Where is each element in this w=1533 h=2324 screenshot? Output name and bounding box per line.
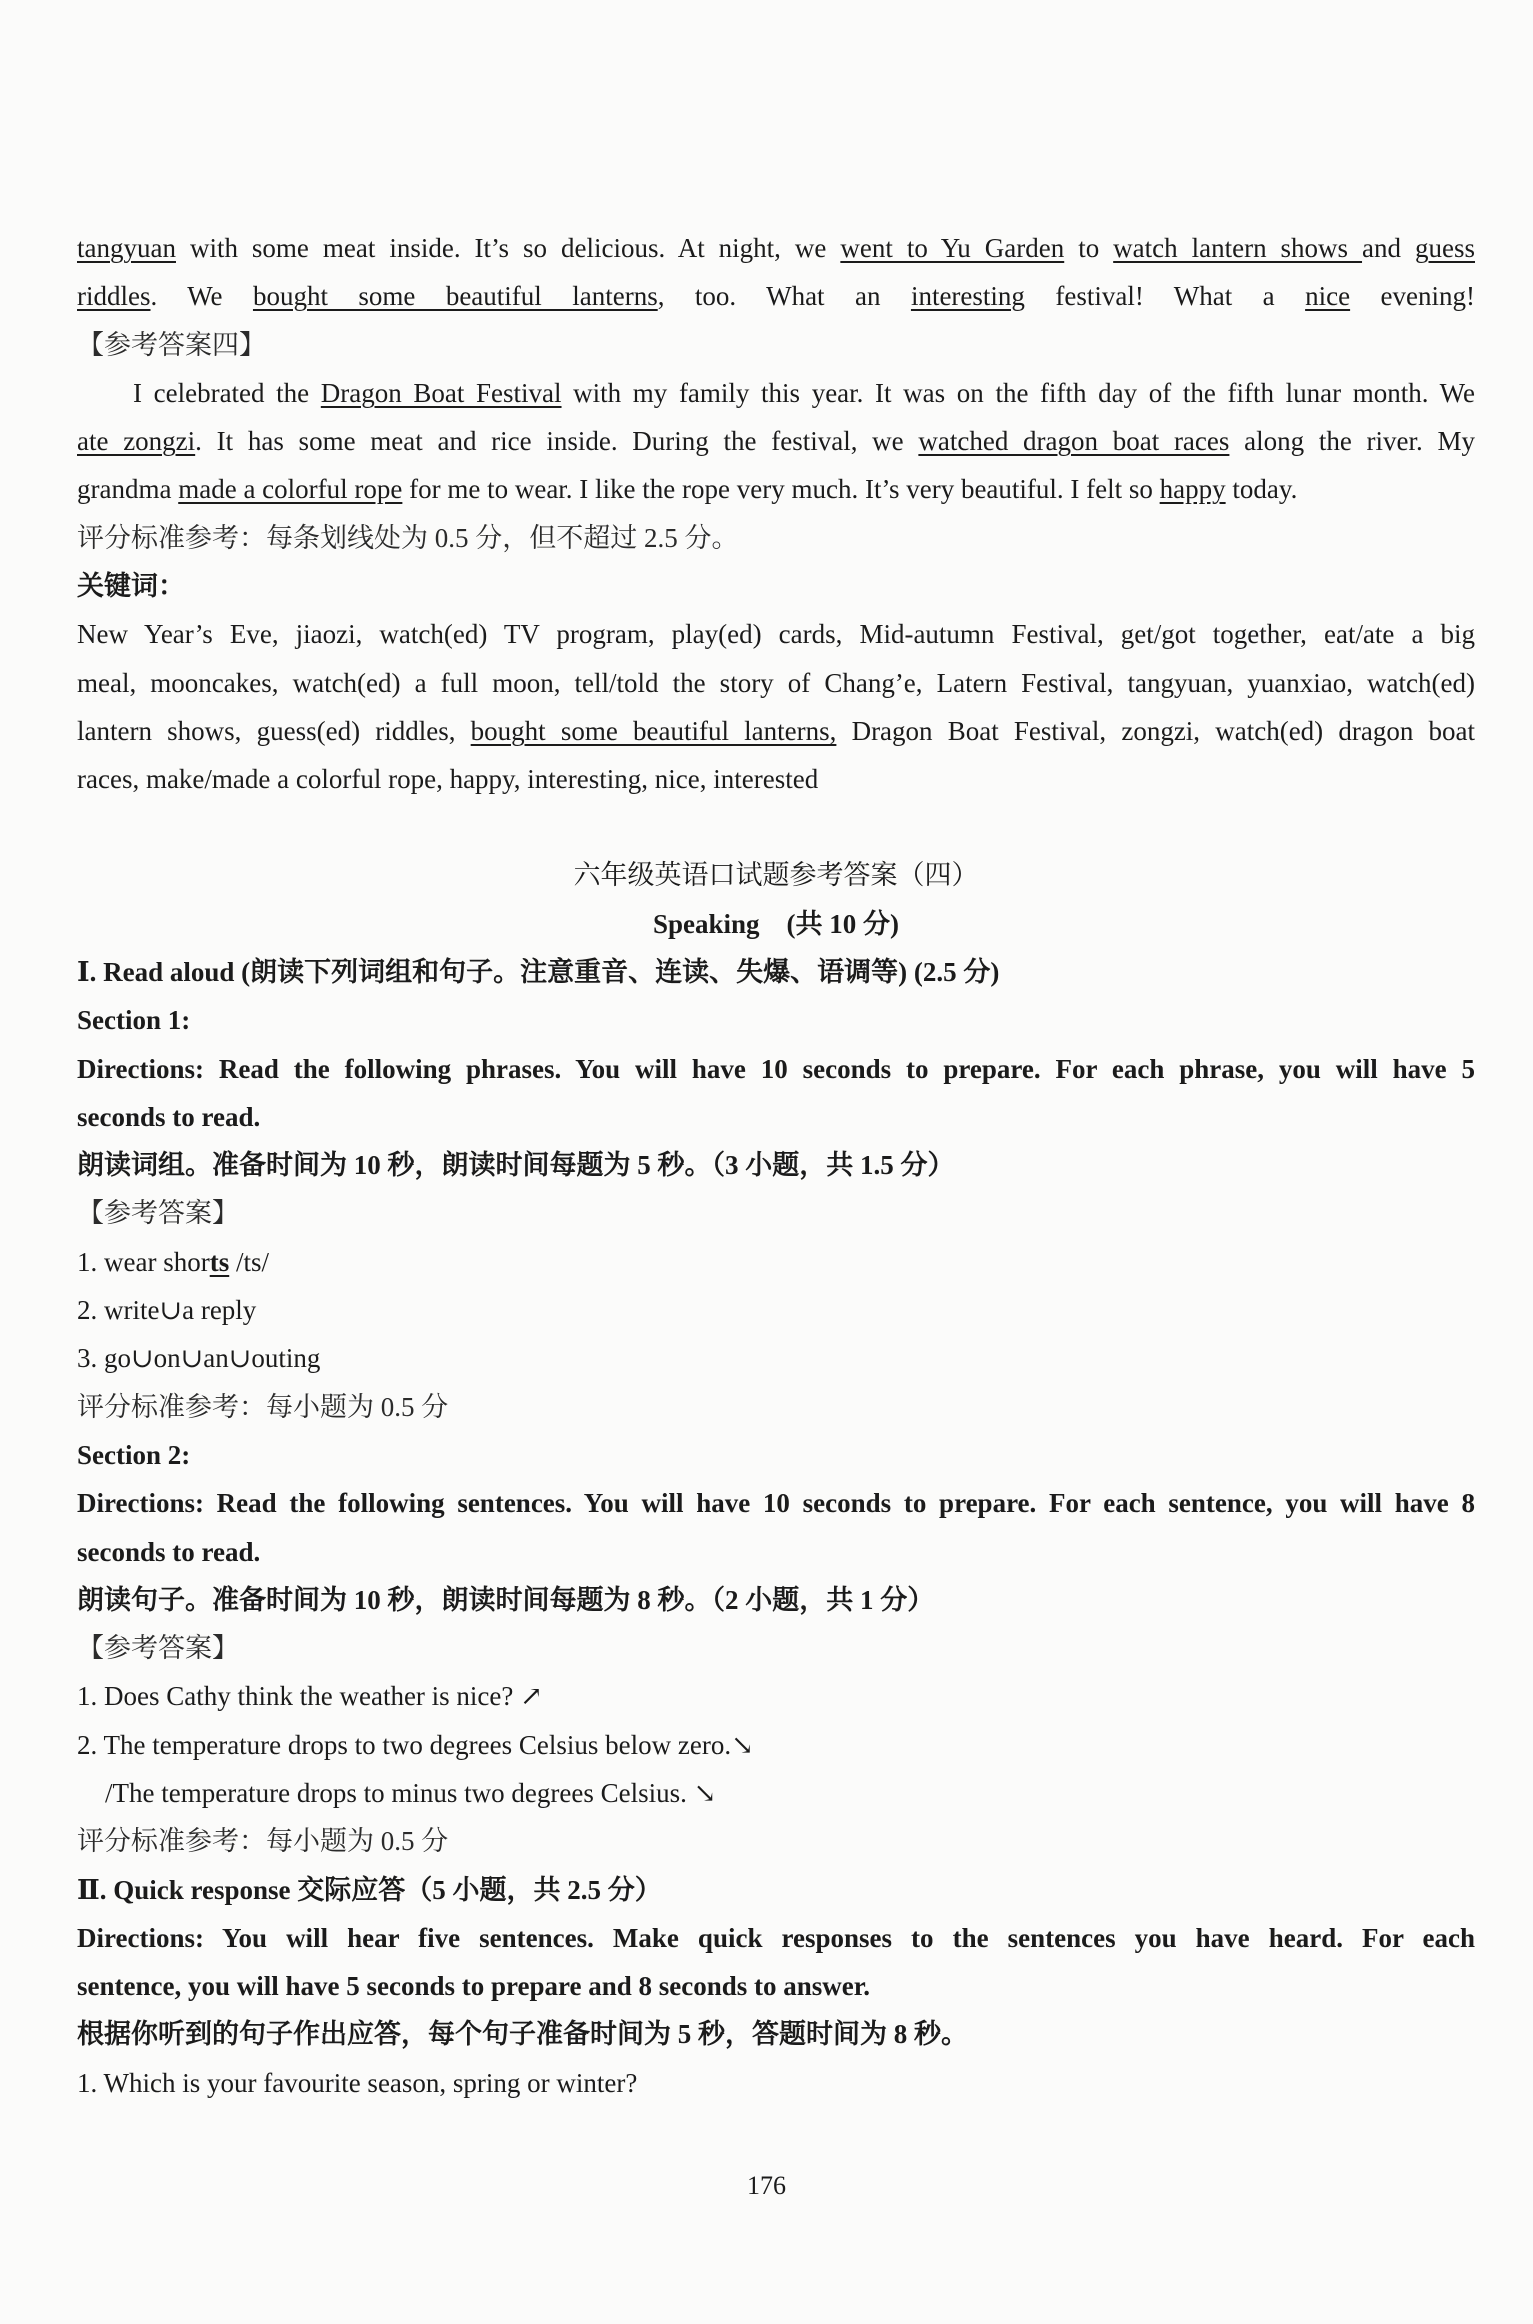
section2-directions-2: seconds to read. <box>77 1537 261 1567</box>
text-run: along the river. My <box>1229 426 1475 456</box>
text-run: Dragon Boat Festival, zongzi, watch(ed) dragon boat <box>836 716 1475 746</box>
part2-heading: Ⅱ. Quick response 交际应答（5 小题，共 2.5 分） <box>77 1875 662 1905</box>
text-run: races, make/made a colorful rope, happy, interesting, nice, interested <box>77 764 819 794</box>
scoring-note-3: 评分标准参考：每小题为 0.5 分 <box>77 1826 449 1856</box>
text-run: New Year’s Eve, jiaozi, watch(ed) TV program, play(ed) cards, Mid-autumn Festival, get/got together, eat/ate a big <box>77 619 1475 649</box>
underlined-phrase: happy <box>1159 474 1226 504</box>
section-title-en: Speaking (共 10 分) <box>652 909 900 939</box>
keywords-line-2 <box>77 659 1475 707</box>
underlined-phrase: went to Yu Garden <box>840 233 1065 263</box>
story4-line-1 <box>77 369 1475 417</box>
underlined-phrase: tangyuan <box>77 233 176 263</box>
text-run: for me to wear. I like the rope very much. It’s very beautiful. I felt so <box>402 474 1160 504</box>
underlined-phrase: Dragon Boat Festival <box>320 378 562 408</box>
underlined-phrase: watch lantern shows <box>1113 233 1363 263</box>
page-number: 176 <box>747 2171 786 2200</box>
phrase-2: 2. write∪a reply <box>77 1295 257 1325</box>
reference-answer-heading-1: 【参考答案】 <box>77 1198 239 1228</box>
underlined-phrase: watched dragon boat races <box>918 426 1230 456</box>
keywords-line-3 <box>77 707 1475 755</box>
underlined-phrase: riddles <box>77 281 151 311</box>
part2-directions-cn: 根据你听到的句子作出应答，每个句子准备时间为 5 秒，答题时间为 8 秒。 <box>77 2019 968 2049</box>
text-run: today. <box>1225 474 1298 504</box>
sentence-2-alternative: /The temperature drops to minus two degrees Celsius. ↘ <box>105 1778 717 1808</box>
section2-directions-1: Directions: Read the following sentences. You will have 10 seconds to prepare. For each sentence, you will have 8 <box>77 1488 1475 1518</box>
story4-line-2 <box>77 417 1475 465</box>
story3-line-1 <box>77 224 1475 272</box>
reference-answer-heading-2: 【参考答案】 <box>77 1633 239 1663</box>
keywords-line-1 <box>77 610 1475 658</box>
text-run: with my family this year. It was on the fifth day of the fifth lunar month. We <box>561 378 1475 408</box>
underlined-phrase: guess <box>1415 233 1475 263</box>
answer4-heading: 【参考答案四】 <box>77 330 266 360</box>
sentence-1: 1. Does Cathy think the weather is nice? ↗ <box>77 1681 543 1711</box>
section2-label: Section 2: <box>77 1440 191 1470</box>
underlined-phrase: made a colorful rope <box>178 474 403 504</box>
text-run: to <box>1064 233 1114 263</box>
section1-directions-2: seconds to read. <box>77 1102 261 1132</box>
phrase-3: 3. go∪on∪an∪outing <box>77 1343 321 1373</box>
text-run: . We <box>150 281 253 311</box>
section1-label: Section 1: <box>77 1005 191 1035</box>
keywords-line-4 <box>77 755 1475 803</box>
text-run: grandma <box>77 474 179 504</box>
text-run: with some meat inside. It’s so delicious. At night, we <box>175 233 841 263</box>
underlined-phrase: nice <box>1305 281 1351 311</box>
section2-directions-cn: 朗读句子。准备时间为 10 秒，朗读时间每题为 8 秒。（2 小题，共 1 分） <box>77 1585 935 1615</box>
sentence-2: 2. The temperature drops to two degrees Celsius below zero.↘ <box>77 1730 754 1760</box>
section1-directions-1: Directions: Read the following phrases. You will have 10 seconds to prepare. For each phrase, you will have 5 <box>77 1054 1475 1084</box>
text-run: evening! <box>1350 281 1475 311</box>
text-run: meal, mooncakes, watch(ed) a full moon, tell/told the story of Chang’e, Latern Festival, tangyuan, yuanxiao, watch(ed) <box>77 668 1475 698</box>
section-title-cn: 六年级英语口试题参考答案（四） <box>573 860 979 890</box>
underlined-phrase: ate zongzi <box>77 426 196 456</box>
text-run: . It has some meat and rice inside. During the festival, we <box>195 426 919 456</box>
story3-line-2 <box>77 272 1475 320</box>
story4-line-3 <box>77 465 1475 513</box>
text-run: , too. What an <box>657 281 911 311</box>
scoring-note-1: 评分标准参考：每条划线处为 0.5 分，但不超过 2.5 分。 <box>77 523 739 553</box>
section1-directions-cn: 朗读词组。准备时间为 10 秒，朗读时间每题为 5 秒。（3 小题，共 1.5 分） <box>77 1150 955 1180</box>
underlined-phrase: bought some beautiful lanterns, <box>470 716 837 746</box>
part1-heading: Ⅰ. Read aloud (朗读下列词组和句子。注意重音、连读、失爆、语调等) (2.5 分) <box>77 957 1000 987</box>
phrase-1: 1. wear shorts /ts/ <box>77 1247 269 1277</box>
scoring-note-2: 评分标准参考：每小题为 0.5 分 <box>77 1392 449 1422</box>
underlined-phrase: interesting <box>910 281 1025 311</box>
text-run: and <box>1362 233 1415 263</box>
text-run: festival! What a <box>1024 281 1306 311</box>
keywords-label: 关键词： <box>77 571 185 601</box>
text-run: I celebrated the <box>133 378 321 408</box>
underlined-phrase: bought some beautiful lanterns <box>252 281 658 311</box>
part2-directions-2: sentence, you will have 5 seconds to prepare and 8 seconds to answer. <box>77 1971 871 2001</box>
part2-directions-1: Directions: You will hear five sentences. Make quick responses to the sentences you have heard. For each <box>77 1923 1475 1953</box>
question-1: 1. Which is your favourite season, spring or winter? <box>77 2068 638 2098</box>
text-run: lantern shows, guess(ed) riddles, <box>77 716 471 746</box>
